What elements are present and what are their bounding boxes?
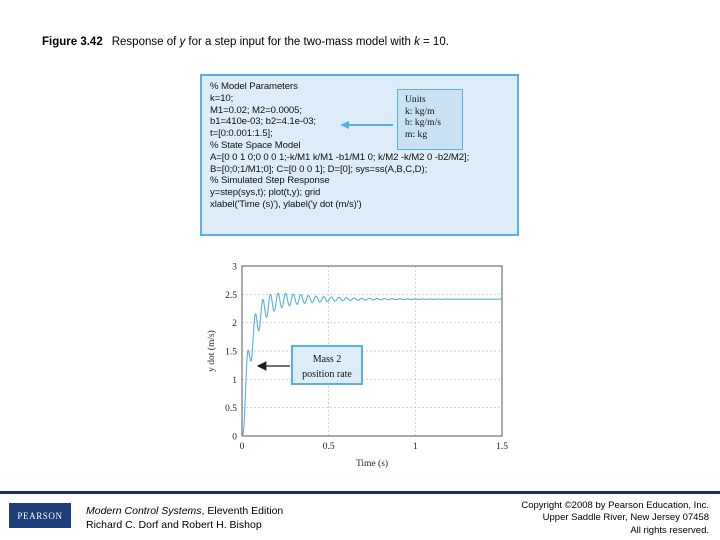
copyright-line-3: All rights reserved. [630, 524, 709, 536]
code-line: M1=0.02; M2=0.0005; [210, 104, 302, 116]
caption-var-k: k [414, 36, 420, 48]
series-line-y [242, 293, 502, 436]
footer-bar [0, 491, 720, 494]
book-authors: Richard C. Dorf and Robert H. Bishop [86, 518, 262, 531]
y-tick-label: 3 [232, 262, 237, 273]
tick-labels [225, 263, 508, 453]
code-line: A=[0 0 1 0;0 0 0 1;-k/M1 k/M1 -b1/M1 0; k/M2 -k/M2 0 -b2/M2]; [210, 151, 470, 163]
code-line: % Model Parameters [210, 81, 298, 92]
y-tick-label: 0.5 [225, 404, 237, 415]
units-arrow-head [340, 121, 349, 129]
y-tick-label: 2.5 [225, 290, 237, 301]
y-tick-label: 1 [232, 375, 237, 386]
code-line: b1=410e-03; b2=4.1e-03; [210, 116, 316, 128]
caption-text-1: Response of [111, 36, 180, 48]
x-tick-label: 1 [412, 442, 418, 452]
code-line: t=[0:0.001:1.5]; [210, 128, 273, 140]
y-axis-label: y dot (m/s) [207, 330, 217, 372]
code-line: xlabel('Time (s)'), ylabel('y dot (m/s)') [210, 198, 362, 210]
units-b: b: kg/m/s [405, 117, 441, 129]
code-line: k=10; [210, 92, 234, 104]
y-tick-label: 0 [232, 432, 237, 443]
grid [242, 266, 502, 436]
x-axis-label: Time (s) [355, 459, 389, 469]
y-tick-label: 1.5 [225, 347, 237, 358]
copyright [521, 500, 709, 537]
x-tick-label: 1.5 [496, 442, 508, 452]
caption-text-3: = 10. [419, 36, 449, 48]
units-k: k: kg/m [405, 105, 435, 117]
code-line: y=step(sys,t); plot(t,y); grid [210, 187, 321, 199]
code-line: % State Space Model [210, 139, 301, 151]
book-edition: , Eleventh Edition [201, 505, 284, 517]
book-credit [86, 505, 283, 532]
x-tick-label: 0.5 [322, 442, 335, 452]
copyright-line-1: Copyright ©2008 by Pearson Education, Inc. [521, 500, 709, 511]
y-tick-label: 2 [232, 319, 237, 330]
annotation-line-1: Mass 2 [312, 354, 342, 365]
pearson-logo: PEARSON [9, 503, 71, 528]
caption-text-2: for a step input for the two-mass model with [185, 36, 415, 48]
code-line: % Simulated Step Response [210, 175, 330, 187]
copyright-line-2: Upper Saddle River, New Jersey 07458 [542, 512, 709, 524]
figure-label: Figure 3.42 [42, 36, 103, 48]
x-tick-label: 0 [239, 442, 245, 452]
book-title: Modern Control Systems [86, 505, 202, 517]
code-line: B=[0;0;1/M1;0]; C=[0 0 0 1]; D=[0]; sys=ss(A,B,C,D); [210, 163, 428, 175]
units-m: m: kg [405, 128, 428, 140]
caption-var-y: y [179, 36, 186, 48]
units-title: Units [405, 94, 426, 105]
book-title-line [86, 505, 283, 519]
annotation-line-2: position rate [302, 369, 352, 380]
